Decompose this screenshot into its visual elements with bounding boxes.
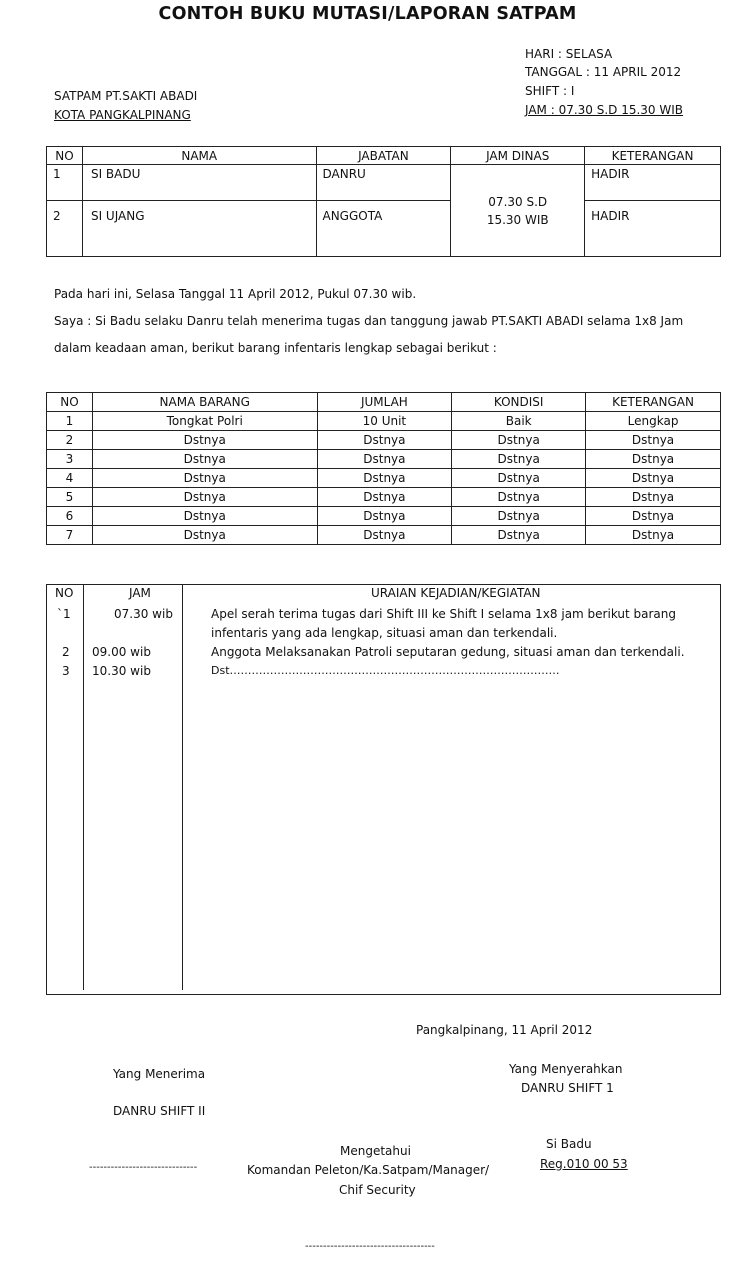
table-row bbox=[47, 165, 721, 201]
cell-nama-barang: Dstnya bbox=[92, 488, 317, 507]
table-row bbox=[47, 412, 721, 431]
header-tanggal: TANGGAL : 11 APRIL 2012 bbox=[525, 65, 682, 79]
cell-nama-barang: Dstnya bbox=[92, 469, 317, 488]
cell-no: 7 bbox=[47, 526, 93, 545]
inventory-table bbox=[46, 392, 721, 545]
cell-keterangan: Dstnya bbox=[586, 526, 721, 545]
col-header-jam-dinas: JAM DINAS bbox=[451, 147, 585, 165]
col-header-nama-barang: NAMA BARANG bbox=[92, 393, 317, 412]
giver-role: DANRU SHIFT 1 bbox=[521, 1081, 614, 1095]
log-header-jam: JAM bbox=[129, 586, 151, 600]
log-entry-jam: 10.30 wib bbox=[92, 664, 151, 678]
cell-nama-barang: Dstnya bbox=[92, 526, 317, 545]
cell-nama: SI BADU bbox=[82, 165, 316, 201]
cell-no: 2 bbox=[47, 431, 93, 450]
log-entry-jam: 07.30 wib bbox=[114, 607, 173, 621]
cell-kondisi: Dstnya bbox=[452, 431, 586, 450]
cell-no: 4 bbox=[47, 469, 93, 488]
cell-keterangan: Dstnya bbox=[586, 488, 721, 507]
col-header-jabatan: JABATAN bbox=[316, 147, 451, 165]
jam-dinas-line1: 07.30 S.D bbox=[488, 194, 548, 209]
cell-nama-barang: Dstnya bbox=[92, 431, 317, 450]
cell-jumlah: Dstnya bbox=[317, 526, 452, 545]
cell-keterangan: HADIR bbox=[585, 165, 721, 201]
cell-nama: SI UJANG bbox=[82, 201, 316, 257]
log-entry-jam: 09.00 wib bbox=[92, 645, 151, 659]
approver-role-line2: Chif Security bbox=[339, 1183, 416, 1197]
jam-dinas-line2: 15.30 WIB bbox=[486, 212, 549, 227]
table-row bbox=[47, 450, 721, 469]
personnel-header-row bbox=[47, 147, 721, 165]
cell-kondisi: Dstnya bbox=[452, 526, 586, 545]
place-date: Pangkalpinang, 11 April 2012 bbox=[416, 1023, 593, 1037]
cell-nama-barang: Dstnya bbox=[92, 450, 317, 469]
approver-label: Mengetahui bbox=[340, 1144, 411, 1158]
paragraph-line3: dalam keadaan aman, berikut barang infentaris lengkap sebagai berikut : bbox=[54, 341, 497, 355]
cell-jumlah: Dstnya bbox=[317, 431, 452, 450]
header-shift: SHIFT : I bbox=[525, 84, 575, 98]
giver-label: Yang Menyerahkan bbox=[509, 1062, 623, 1076]
cell-no: 1 bbox=[47, 412, 93, 431]
cell-kondisi: Baik bbox=[452, 412, 586, 431]
receiver-signature-line: ------------------------------ bbox=[89, 1162, 198, 1173]
col-header-jumlah: JUMLAH bbox=[317, 393, 452, 412]
cell-nama-barang: Dstnya bbox=[92, 507, 317, 526]
col-header-keterangan: KETERANGAN bbox=[586, 393, 721, 412]
cell-jumlah: Dstnya bbox=[317, 469, 452, 488]
paragraph-line2: Saya : Si Badu selaku Danru telah menerima tugas dan tanggung jawab PT.SAKTI ABADI selama 1x8 Jam bbox=[54, 314, 684, 328]
cell-kondisi: Dstnya bbox=[452, 450, 586, 469]
log-divider bbox=[83, 585, 84, 990]
receiver-label: Yang Menerima bbox=[113, 1067, 206, 1081]
table-row bbox=[47, 469, 721, 488]
cell-jabatan: ANGGOTA bbox=[316, 201, 451, 257]
table-row bbox=[47, 526, 721, 545]
col-header-keterangan: KETERANGAN bbox=[585, 147, 721, 165]
col-header-kondisi: KONDISI bbox=[452, 393, 586, 412]
col-header-nama: NAMA bbox=[82, 147, 316, 165]
cell-jumlah: Dstnya bbox=[317, 488, 452, 507]
inventory-header-row bbox=[47, 393, 721, 412]
log-entry-no: `1 bbox=[57, 607, 71, 621]
events-log bbox=[46, 584, 721, 995]
log-entry-text: infentaris yang ada lengkap, situasi aman dan terkendali. bbox=[211, 626, 558, 640]
log-entry-text: Dst……………………………………………………………………………… bbox=[211, 664, 560, 677]
header-company: SATPAM PT.SAKTI ABADI bbox=[54, 89, 198, 103]
cell-jumlah: Dstnya bbox=[317, 507, 452, 526]
log-entry-no: 3 bbox=[62, 664, 70, 678]
cell-kondisi: Dstnya bbox=[452, 469, 586, 488]
cell-no: 2 bbox=[47, 201, 83, 257]
cell-keterangan: Dstnya bbox=[586, 507, 721, 526]
cell-no: 6 bbox=[47, 507, 93, 526]
cell-keterangan: Lengkap bbox=[586, 412, 721, 431]
cell-jabatan: DANRU bbox=[316, 165, 451, 201]
cell-no: 1 bbox=[47, 165, 83, 201]
cell-keterangan: HADIR bbox=[585, 201, 721, 257]
header-hari: HARI : SELASA bbox=[525, 47, 613, 61]
table-row bbox=[47, 201, 721, 257]
cell-nama-barang: Tongkat Polri bbox=[92, 412, 317, 431]
table-row bbox=[47, 488, 721, 507]
cell-jumlah: Dstnya bbox=[317, 450, 452, 469]
cell-kondisi: Dstnya bbox=[452, 488, 586, 507]
col-header-no: NO bbox=[47, 393, 93, 412]
log-divider bbox=[182, 585, 183, 990]
cell-no: 3 bbox=[47, 450, 93, 469]
cell-jumlah: 10 Unit bbox=[317, 412, 452, 431]
log-header-no: NO bbox=[55, 586, 74, 600]
giver-name: Si Badu bbox=[546, 1137, 592, 1151]
cell-keterangan: Dstnya bbox=[586, 431, 721, 450]
header-jam: JAM : 07.30 S.D 15.30 WIB bbox=[525, 103, 684, 117]
header-city: KOTA PANGKALPINANG bbox=[54, 108, 191, 122]
log-entry-text: Apel serah terima tugas dari Shift III ke Shift I selama 1x8 jam berikut barang bbox=[211, 607, 677, 621]
table-row bbox=[47, 431, 721, 450]
log-entry-text: Anggota Melaksanakan Patroli seputaran gedung, situasi aman dan terkendali. bbox=[211, 645, 685, 659]
cell-keterangan: Dstnya bbox=[586, 469, 721, 488]
personnel-table bbox=[46, 146, 721, 257]
table-row bbox=[47, 507, 721, 526]
approver-signature-line: ------------------------------------ bbox=[305, 1241, 435, 1252]
paragraph-line1: Pada hari ini, Selasa Tanggal 11 April 2012, Pukul 07.30 wib. bbox=[54, 287, 417, 301]
cell-keterangan: Dstnya bbox=[586, 450, 721, 469]
cell-kondisi: Dstnya bbox=[452, 507, 586, 526]
cell-no: 5 bbox=[47, 488, 93, 507]
receiver-role: DANRU SHIFT II bbox=[113, 1104, 206, 1118]
cell-jam-dinas bbox=[451, 165, 585, 257]
log-entry-no: 2 bbox=[62, 645, 70, 659]
col-header-no: NO bbox=[47, 147, 83, 165]
log-header-uraian: URAIAN KEJADIAN/KEGIATAN bbox=[371, 586, 541, 600]
approver-role-line1: Komandan Peleton/Ka.Satpam/Manager/ bbox=[247, 1163, 490, 1177]
document-title: CONTOH BUKU MUTASI/LAPORAN SATPAM bbox=[158, 4, 577, 24]
giver-reg: Reg.010 00 53 bbox=[540, 1157, 628, 1171]
